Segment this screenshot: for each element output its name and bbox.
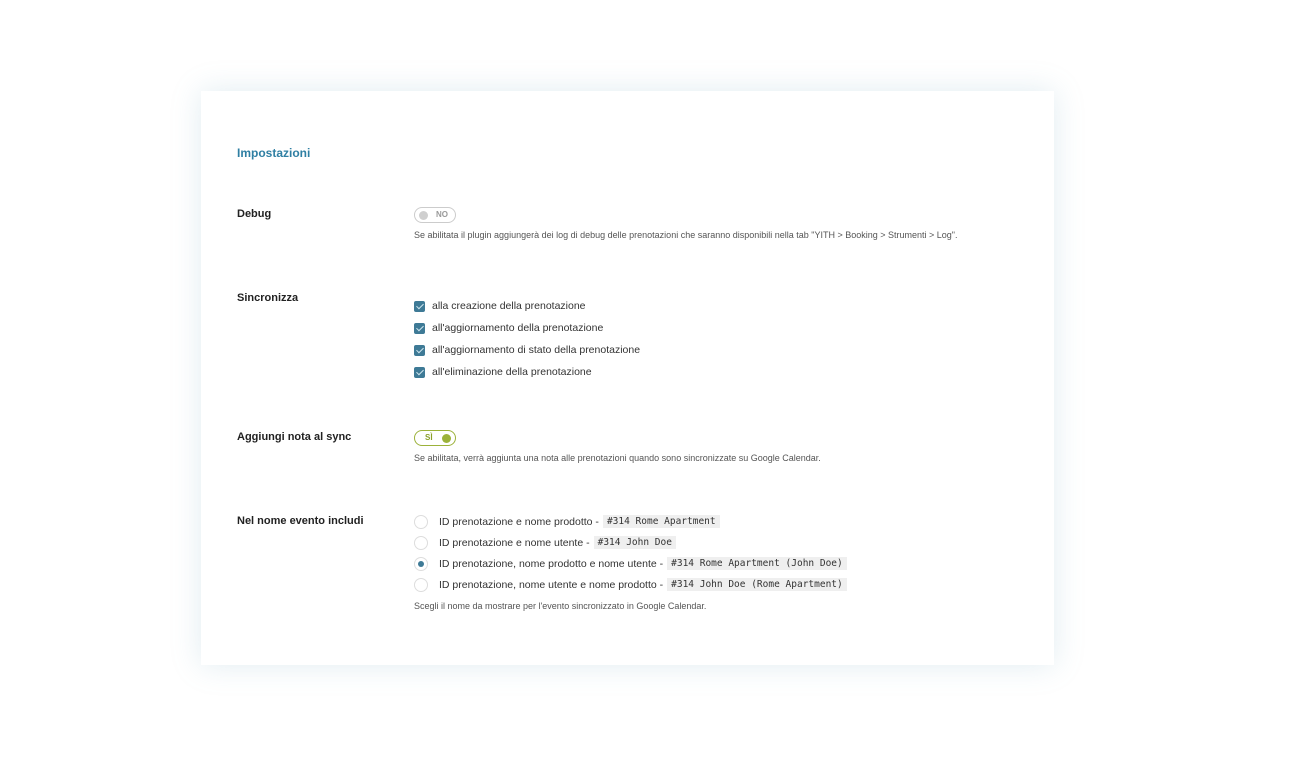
option-text: ID prenotazione, nome prodotto e nome utente - [439,557,664,570]
sync-option-delete[interactable] [414,361,640,383]
event-name-option-3[interactable] [414,553,847,574]
debug-field [414,207,958,240]
checkbox-checked-icon[interactable] [414,345,425,356]
toggle-knob [442,434,451,443]
event-name-label: Nel nome evento includi [237,515,364,527]
note-field [414,430,821,463]
option-example: #314 Rome Apartment [603,515,720,528]
event-name-option-2[interactable] [414,532,847,553]
event-name-option-4[interactable] [414,574,847,595]
sync-option-status[interactable] [414,339,640,361]
checkbox-checked-icon[interactable] [414,323,425,334]
note-toggle[interactable] [414,430,456,446]
event-name-options [414,511,847,611]
radio-checked-icon[interactable] [414,557,428,571]
note-toggle-label: SÌ [425,433,433,442]
event-name-option-1[interactable] [414,511,847,532]
toggle-knob [419,211,428,220]
section-title: Impostazioni [237,146,311,160]
sync-options [414,295,640,383]
sync-option-label: alla creazione della prenotazione [432,300,586,312]
option-example: #314 John Doe [594,536,676,549]
debug-toggle[interactable] [414,207,456,223]
option-text: ID prenotazione e nome prodotto - [439,515,599,528]
debug-toggle-label: NO [436,210,448,219]
sync-option-update[interactable] [414,317,640,339]
radio-unchecked-icon[interactable] [414,536,428,550]
option-example: #314 Rome Apartment (John Doe) [667,557,847,570]
note-label: Aggiungi nota al sync [237,431,352,443]
option-text: ID prenotazione e nome utente - [439,536,590,549]
sync-option-create[interactable] [414,295,640,317]
sync-option-label: all'aggiornamento della prenotazione [432,322,604,334]
radio-unchecked-icon[interactable] [414,515,428,529]
radio-unchecked-icon[interactable] [414,578,428,592]
debug-description: Se abilitata il plugin aggiungerà dei log di debug delle prenotazioni che saranno disponibili nella tab "YITH > Booking > Strumenti > Log". [414,230,958,240]
option-text: ID prenotazione, nome utente e nome prodotto - [439,578,664,591]
debug-label: Debug [237,208,272,220]
option-example: #314 John Doe (Rome Apartment) [667,578,847,591]
checkbox-checked-icon[interactable] [414,301,425,312]
sync-option-label: all'eliminazione della prenotazione [432,366,592,378]
sync-label: Sincronizza [237,292,299,304]
settings-card [201,91,1054,665]
checkbox-checked-icon[interactable] [414,367,425,378]
note-description: Se abilitata, verrà aggiunta una nota alle prenotazioni quando sono sincronizzate su Google Calendar. [414,453,821,463]
event-name-description: Scegli il nome da mostrare per l'evento sincronizzato in Google Calendar. [414,601,707,611]
sync-option-label: all'aggiornamento di stato della prenotazione [432,344,641,356]
